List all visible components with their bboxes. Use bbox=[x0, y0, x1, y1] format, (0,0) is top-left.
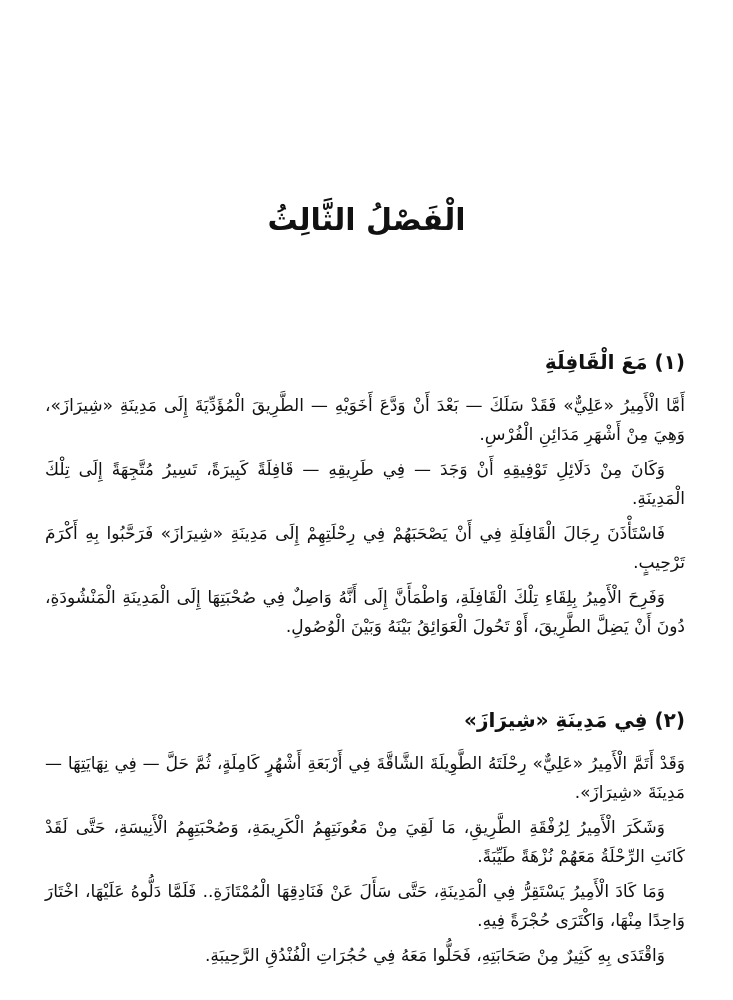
section-in-shiraz bbox=[45, 702, 685, 977]
paragraph: وَاقْتَدَى بِهِ كَثِيرٌ مِنْ صَحَابَتِهِ، فَحَلُّوا مَعَهُ فِي حُجُرَاتِ الْفُنْدُقِ الرَّحِيبَةِ. bbox=[205, 946, 665, 966]
paragraph: أَمَّا الْأَمِيرُ «عَلِيٌّ» فَقَدْ سَلَكَ — بَعْدَ أَنْ وَدَّعَ أَخَوَيْهِ — الطَّرِيقَ الْمُؤَدِّيَةَ إِلَى مَدِينَةِ «شِيرَازَ»، وَهِيَ مِنْ أَشْهَرِ مَدَائِنِ الْفُرْسِ. bbox=[45, 396, 685, 445]
paragraph: وَفَرِحَ الْأَمِيرُ بِلِقَاءِ تِلْكَ الْقَافِلَةِ، وَاطْمَأَنَّ إِلَى أَنَّهُ وَاصِلٌ فِي صُحْبَتِهَا إِلَى الْمَدِينَةِ الْمَنْشُودَةِ، دُونَ أَنْ يَضِلَّ الطَّرِيقَ، أَوْ تَحُولَ الْعَوَائِقُ بَيْنَهُ وَبَيْنَ الْوُصُولِ. bbox=[45, 588, 685, 637]
section-heading: (١) مَعَ الْقَافِلَةِ bbox=[544, 350, 685, 374]
chapter-title: الْفَصْلُ الثَّالِثُ bbox=[267, 203, 466, 238]
paragraph: وَمَا كَادَ الْأَمِيرُ يَسْتَقِرُّ فِي الْمَدِينَةِ، حَتَّى سَأَلَ عَنْ فَنَادِقِهَا الْمُمْتَازَةِ.. فَلَمَّا دَلُّوهُ عَلَيْهَا، اخْتَارَ وَاحِدًا مِنْهَا، وَاكْتَرَى حُجْرَةً فِيهِ. bbox=[45, 882, 685, 931]
paragraph: وَقَدْ أَتَمَّ الْأَمِيرُ «عَلِيٌّ» رِحْلَتَهُ الطَّوِيلَةَ الشَّاقَّةَ فِي أَرْبَعَةِ أَشْهُرٍ كَامِلَةٍ، ثُمَّ حَلَّ — فِي نِهَايَتِهَا — مَدِينَةَ «شِيرَازَ». bbox=[45, 754, 685, 803]
section-with-caravan bbox=[45, 344, 685, 648]
section-heading: (٢) فِي مَدِينَةِ «شِيرَازَ» bbox=[464, 708, 685, 732]
paragraph: فَاسْتَأْذَنَ رِجَالَ الْقَافِلَةِ فِي أَنْ يَصْحَبَهُمْ فِي رِحْلَتِهِمْ إِلَى مَدِينَةِ «شِيرَازَ» فَرَحَّبُوا بِهِ أَكْرَمَ تَرْحِيبٍ. bbox=[45, 524, 685, 573]
paragraph: وَشَكَرَ الْأَمِيرُ لِرُفْقَةِ الطَّرِيقِ، مَا لَقِيَ مِنْ مَعُونَتِهِمُ الْكَرِيمَةِ، وَصُحْبَتِهِمُ الْأَنِيسَةِ، حَتَّى لَقَدْ كَانَتِ الرِّحْلَةُ مَعَهُمْ نُزْهَةً طَيِّبَةً. bbox=[45, 818, 685, 867]
paragraph: وَكَانَ مِنْ دَلَائِلِ تَوْفِيقِهِ أَنْ وَجَدَ — فِي طَرِيقِهِ — قَافِلَةً كَبِيرَةً، تَسِيرُ مُتَّجِهَةً إِلَى تِلْكَ الْمَدِينَةِ. bbox=[45, 460, 685, 509]
